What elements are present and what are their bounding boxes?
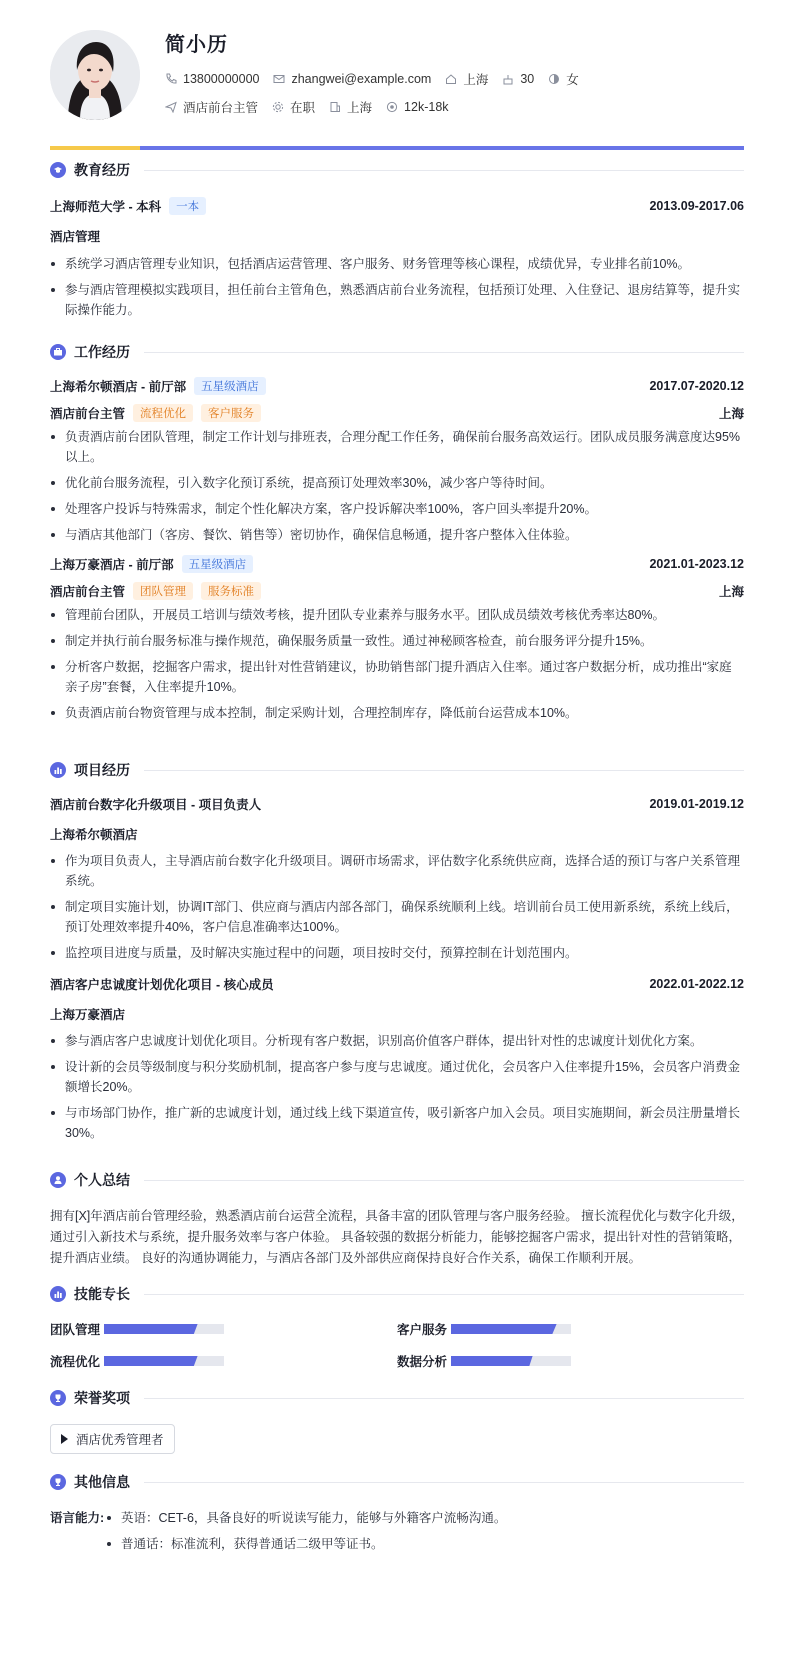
project-entry — [50, 795, 744, 963]
skill-name: 流程优化 — [50, 1355, 101, 1369]
language-row — [50, 1508, 744, 1560]
skill-bar — [104, 1324, 224, 1334]
list-item: 管理前台团队，开展员工培训与绩效考核，提升团队专业素养与服务水平。团队成员绩效考核优秀率达80%。 — [50, 605, 744, 625]
age-text: 30 — [520, 72, 535, 86]
company-tag: 五星级酒店 — [182, 555, 254, 573]
section-title — [50, 342, 744, 362]
age-item — [502, 72, 534, 86]
award-item — [50, 1424, 175, 1454]
header-divider-accent — [50, 146, 140, 150]
phone-icon — [165, 73, 177, 85]
section-line — [144, 1482, 744, 1483]
salary-item — [386, 100, 448, 114]
awards-section — [50, 1388, 744, 1454]
list-item: 作为项目负责人，主导酒店前台数字化升级项目。调研市场需求，评估数字化系统供应商，选择合适的预订与客户关系管理系统。 — [50, 851, 744, 891]
list-item: 系统学习酒店管理专业知识，包括酒店运营管理、客户服务、财务管理等核心课程，成绩优异，专业排名前10%。 — [50, 254, 744, 274]
role-left — [50, 404, 261, 422]
education-school-row — [50, 197, 206, 215]
role-tag: 服务标准 — [201, 582, 261, 600]
trophy-icon — [50, 1390, 66, 1406]
list-item: 负责酒店前台团队管理，制定工作计划与排班表，合理分配工作任务，确保前台服务高效运行。团队成员服务满意度达95%以上。 — [50, 427, 744, 467]
project-header — [50, 795, 744, 813]
skill-bar — [104, 1356, 224, 1366]
skills-section — [50, 1284, 744, 1370]
projects-section — [50, 760, 744, 1149]
work-header — [50, 555, 744, 573]
status-item — [272, 98, 315, 116]
summary-title: 个人总结 — [74, 1172, 130, 1188]
candidate-name: 简小历 — [165, 34, 228, 56]
list-item: 负责酒店前台物资管理与成本控制，制定采购计划，合理控制库存，降低前台运营成本10%。 — [50, 703, 744, 723]
role-name: 酒店前台主管 — [50, 407, 126, 421]
header-divider — [50, 146, 744, 150]
section-line — [144, 1294, 744, 1295]
cake-icon — [502, 73, 514, 85]
avatar — [50, 30, 140, 120]
list-item: 参与酒店管理模拟实践项目，担任前台主管角色，熟悉酒店前台业务流程，包括预订处理、入住登记、退房结算等，提升实际操作能力。 — [50, 280, 744, 320]
skill-bar-fill — [451, 1324, 557, 1334]
work-entry — [50, 377, 744, 545]
skill-item — [50, 1320, 397, 1338]
skill-name: 团队管理 — [50, 1323, 101, 1337]
project-date: 2019.01-2019.12 — [649, 797, 744, 811]
role-tag: 团队管理 — [133, 582, 193, 600]
email-item — [273, 72, 431, 86]
education-title: 教育经历 — [74, 162, 130, 178]
role-tag: 客户服务 — [201, 404, 261, 422]
work-bullets — [50, 427, 744, 545]
list-item: 监控项目进度与质量，及时解决实施过程中的问题，项目按时交付，预算控制在计划范围内。 — [50, 943, 744, 963]
city-text: 上海 — [463, 73, 489, 87]
project-entry — [50, 975, 744, 1143]
work-city: 上海 — [718, 585, 744, 599]
skill-bar-fill — [451, 1356, 533, 1366]
send-icon — [165, 101, 177, 113]
skill-name: 数据分析 — [397, 1355, 448, 1369]
section-line — [144, 1398, 744, 1399]
role-tag: 流程优化 — [133, 404, 193, 422]
skills-grid — [50, 1320, 744, 1370]
summary-section — [50, 1170, 744, 1269]
work-company-row — [50, 377, 266, 395]
section-line — [144, 770, 744, 771]
skill-bar — [451, 1324, 571, 1334]
list-item: 制定项目实施计划，协调IT部门、供应商与酒店内部各部门，确保系统顺利上线。培训前台员工使用新系统，系统上线后，预订处理效率提升40%，客户信息准确率达100%。 — [50, 897, 744, 937]
skill-item — [50, 1352, 397, 1370]
chart-icon — [50, 762, 66, 778]
projects-title: 项目经历 — [74, 762, 130, 778]
project-bullets — [50, 1031, 744, 1143]
section-title — [50, 760, 744, 780]
section-line — [144, 352, 744, 353]
skills-title: 技能专长 — [74, 1286, 130, 1302]
skill-item — [397, 1352, 744, 1370]
list-item: 设计新的会员等级制度与积分奖励机制，提高客户参与度与忠诚度。通过优化，会员客户入住率提升15%，会员客户消费金额增长20%。 — [50, 1057, 744, 1097]
role-left — [50, 582, 261, 600]
play-icon — [61, 1434, 68, 1444]
section-title — [50, 1284, 744, 1304]
list-item: 分析客户数据，挖掘客户需求，提出针对性营销建议，协助销售部门提升酒店入住率。通过客户数据分析，成功推出“家庭亲子房”套餐，入住率提升10%。 — [50, 657, 744, 697]
education-date: 2013.09-2017.06 — [649, 199, 744, 213]
role-name: 酒店前台主管 — [50, 585, 126, 599]
awards-list — [50, 1424, 744, 1454]
job-intent-row — [165, 98, 449, 116]
info-icon — [50, 1474, 66, 1490]
section-title — [50, 1472, 744, 1492]
coin-icon — [386, 101, 398, 113]
briefcase-icon — [50, 344, 66, 360]
work-date: 2021.01-2023.12 — [649, 557, 744, 571]
building-icon — [329, 101, 341, 113]
summary-text: 拥有[X]年酒店前台管理经验，熟悉酒店前台运营全流程，具备丰富的团队管理与客户服务经验。 擅长流程优化与数字化升级，通过引入新技术与系统，提升服务效率与客户体验。 具备较强的数据分析能力，能够挖掘客户需求，提出针对性的营销策略，提升酒店业绩。 良好的沟通协调能力，与酒店各部门及外部供应商保持良好合作关系，确保工作顺利开展。 — [50, 1209, 744, 1265]
skill-name: 客户服务 — [397, 1323, 448, 1337]
company-name: 上海希尔顿酒店 - 前厅部 — [50, 380, 187, 394]
section-title — [50, 1170, 744, 1190]
target-city-item — [329, 98, 372, 116]
education-section — [50, 160, 744, 326]
phone-item — [165, 72, 259, 86]
skills-icon — [50, 1286, 66, 1302]
project-org: 上海万豪酒店 — [50, 1008, 126, 1022]
company-name: 上海万豪酒店 - 前厅部 — [50, 558, 174, 572]
section-title — [50, 1388, 744, 1408]
contact-row — [165, 70, 579, 88]
work-role-row — [50, 582, 744, 600]
school-tag: 一本 — [169, 197, 206, 215]
section-line — [144, 1180, 744, 1181]
city-item — [445, 70, 488, 88]
list-item: 普通话：标准流利，获得普通话二级甲等证书。 — [106, 1534, 506, 1554]
work-city: 上海 — [718, 407, 744, 421]
section-title — [50, 160, 744, 180]
language-list — [106, 1508, 506, 1560]
list-item: 与酒店其他部门（客房、餐饮、销售等）密切协作，确保信息畅通，提升客户整体入住体验。 — [50, 525, 744, 545]
graduation-icon — [50, 162, 66, 178]
list-item: 处理客户投诉与特殊需求，制定个性化解决方案，客户投诉解决率100%，客户回头率提升20%。 — [50, 499, 744, 519]
other-section — [50, 1472, 744, 1560]
position-text: 酒店前台主管 — [183, 101, 259, 115]
skill-bar-fill — [104, 1324, 198, 1334]
work-header — [50, 377, 744, 395]
work-bullets — [50, 605, 744, 723]
gender-text: 女 — [566, 73, 579, 87]
work-section — [50, 342, 744, 729]
resume-header — [50, 0, 744, 150]
work-date: 2017.07-2020.12 — [649, 379, 744, 393]
list-item: 英语：CET-6，具备良好的听说读写能力，能够与外籍客户流畅沟通。 — [106, 1508, 506, 1528]
phone-text: 13800000000 — [183, 72, 260, 86]
other-title: 其他信息 — [74, 1474, 130, 1490]
project-header — [50, 975, 744, 993]
company-tag: 五星级酒店 — [194, 377, 266, 395]
gear-icon — [272, 101, 284, 113]
work-entry — [50, 555, 744, 723]
email-text: zhangwei@example.com — [291, 72, 432, 86]
work-role-row — [50, 404, 744, 422]
education-bullets — [50, 254, 744, 320]
skill-bar — [451, 1356, 571, 1366]
home-icon — [445, 73, 457, 85]
awards-title: 荣誉奖项 — [74, 1390, 130, 1406]
award-name: 酒店优秀管理者 — [76, 1433, 164, 1447]
list-item: 优化前台服务流程，引入数字化预订系统，提高预订处理效率30%，减少客户等待时间。 — [50, 473, 744, 493]
status-text: 在职 — [290, 101, 316, 115]
project-name: 酒店前台数字化升级项目 - 项目负责人 — [50, 798, 262, 812]
project-date: 2022.01-2022.12 — [649, 977, 744, 991]
section-line — [144, 170, 744, 171]
target-city-text: 上海 — [347, 101, 373, 115]
list-item: 参与酒店客户忠诚度计划优化项目。分析现有客户数据，识别高价值客户群体，提出针对性的忠诚度计划优化方案。 — [50, 1031, 744, 1051]
mail-icon — [273, 73, 285, 85]
school-name: 上海师范大学 - 本科 — [50, 200, 162, 214]
project-name: 酒店客户忠诚度计划优化项目 - 核心成员 — [50, 978, 274, 992]
work-title: 工作经历 — [74, 344, 130, 360]
gender-item — [548, 70, 579, 88]
list-item: 制定并执行前台服务标准与操作规范，确保服务质量一致性。通过神秘顾客检查，前台服务评分提升15%。 — [50, 631, 744, 651]
work-company-row — [50, 555, 253, 573]
skill-item — [397, 1320, 744, 1338]
project-org: 上海希尔顿酒店 — [50, 828, 138, 842]
list-item: 与市场部门协作，推广新的忠诚度计划，通过线上线下渠道宣传，吸引新客户加入会员。项目实施期间，新会员注册量增长30%。 — [50, 1103, 744, 1143]
project-bullets — [50, 851, 744, 963]
salary-text: 12k-18k — [404, 100, 449, 114]
skill-bar-fill — [104, 1356, 198, 1366]
position-item — [165, 98, 258, 116]
education-major: 酒店管理 — [50, 230, 101, 244]
gender-icon — [548, 73, 560, 85]
user-icon — [50, 1172, 66, 1188]
education-header — [50, 197, 744, 215]
language-label: 语言能力: — [50, 1511, 105, 1525]
